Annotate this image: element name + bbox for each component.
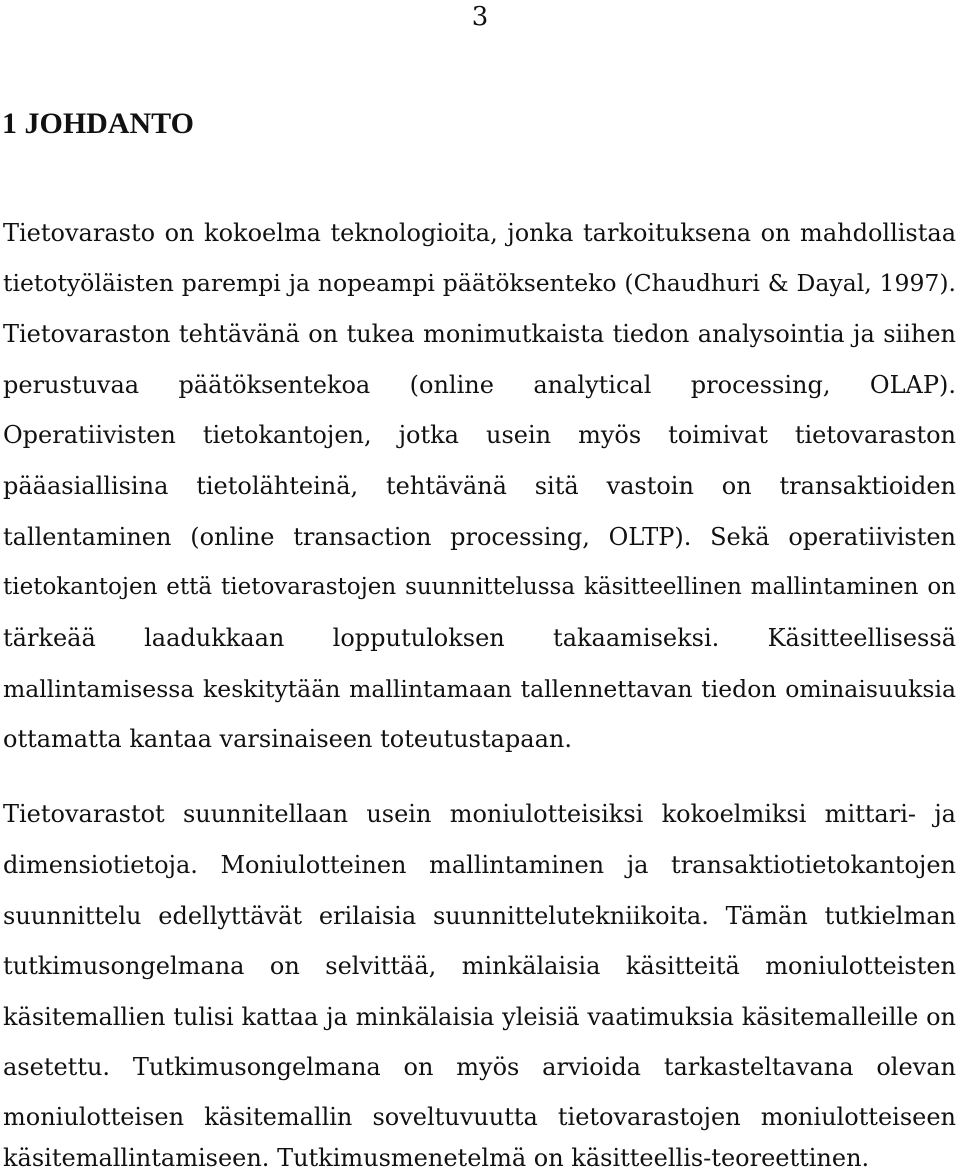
paragraph-line: pääasiallisina tietolähteinä, tehtävänä sitä vastoin on transaktioiden [3,472,956,500]
paragraph-line: dimensiotietoja. Moniulotteinen mallintaminen ja transaktiotietokantojen [3,851,956,879]
page-number: 3 [471,2,489,32]
paragraph-line: asetettu. Tutkimusongelmana on myös arvioida tarkasteltavana olevan [3,1053,956,1081]
paragraph-line: tutkimusongelmana on selvittää, minkälaisia käsitteitä moniulotteisten [3,952,956,980]
paragraph-line: tärkeää laadukkaan lopputuloksen takaamiseksi. Käsitteellisessä [3,624,956,652]
paragraph-line: tietotyöläisten parempi ja nopeampi päätöksenteko (Chaudhuri & Dayal, 1997). [3,269,956,297]
paragraph-line: Tietovaraston tehtävänä on tukea monimutkaista tiedon analysointia ja siihen [3,320,956,348]
paragraph-line: tietokantojen että tietovarastojen suunnittelussa käsitteellinen mallintaminen on [3,574,956,600]
paragraph-line: moniulotteisen käsitemallin soveltuvuutta tietovarastojen moniulotteiseen [3,1103,956,1131]
paragraph-line: mallintamisessa keskitytään mallintamaan tallennettavan tiedon ominaisuuksia [3,675,956,703]
paragraph-line: Tietovarasto on kokoelma teknologioita, jonka tarkoituksena on mahdollistaa [3,219,956,247]
paragraph-line: käsitemallien tulisi kattaa ja minkälaisia yleisiä vaatimuksia käsitemalleille on [3,1003,956,1031]
paragraph-line: perustuvaa päätöksentekoa (online analytical processing, OLAP). [3,371,956,399]
paragraph-line: käsitemallintamiseen. Tutkimusmenetelmä on käsitteellis-teoreettinen. [3,1144,870,1172]
paragraph-line: tallentaminen (online transaction processing, OLTP). Sekä operatiivisten [3,523,956,551]
paragraph-line: Operatiivisten tietokantojen, jotka usein myös toimivat tietovaraston [3,421,956,449]
paragraph-line: suunnittelu edellyttävät erilaisia suunnittelutekniikoita. Tämän tutkielman [3,902,956,930]
paragraph-line: ottamatta kantaa varsinaiseen toteutustapaan. [3,725,572,753]
paragraph-line: Tietovarastot suunnitellaan usein moniulotteisiksi kokoelmiksi mittari- ja [3,800,956,828]
chapter-heading: 1 JOHDANTO [2,107,194,140]
